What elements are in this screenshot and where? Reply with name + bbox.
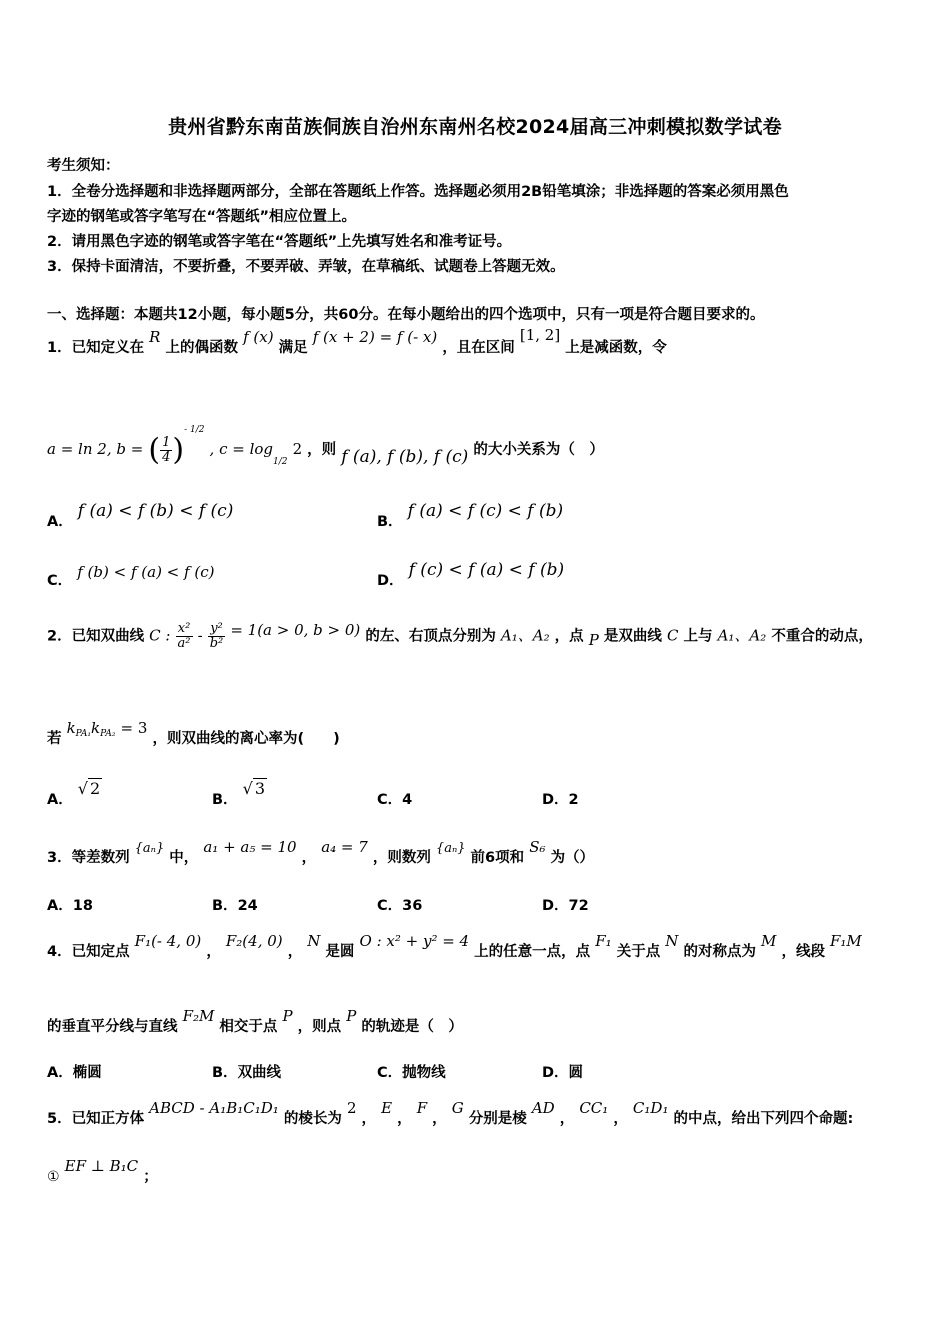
q5-point-f: F (416, 1099, 428, 1117)
notice-item-1: 1．全卷分选择题和非选择题两部分，全部在答题纸上作答。选择题必须用2B铅笔填涂；非选择题的答案必须用黑色 (47, 184, 789, 200)
q5-point-e: E (381, 1099, 393, 1117)
q1-option-c-label: C． (47, 573, 73, 589)
q2-option-d[interactable] (542, 788, 579, 809)
q2-option-d-text: 2 (568, 792, 579, 808)
q2-text-1: 2．已知双曲线 (47, 628, 145, 645)
q4-line-f2m: F₂M (182, 1007, 215, 1025)
q1-option-d[interactable] (377, 559, 565, 589)
q4-point-p-2: P (346, 1007, 357, 1025)
q4-text-2: ， (206, 944, 221, 960)
q2-text-7: 若 (47, 731, 62, 747)
q4-text-3: 是圆 (325, 944, 355, 960)
q4-option-d-text: 圆 (568, 1065, 584, 1081)
q1-option-d-text: f (c) < f (a) < f (b) (408, 560, 565, 580)
q4-option-a[interactable] (47, 1061, 102, 1082)
q1-text-5: 上是减函数，令 (565, 340, 667, 356)
q1-option-c-text: f (b) < f (a) < f (c) (77, 563, 215, 581)
q1-c-def: , c = log (209, 440, 274, 458)
q5-length: 2 (346, 1099, 357, 1117)
q4-text-8: 的垂直平分线与直线 (47, 1019, 178, 1035)
q2-option-b[interactable] (212, 778, 267, 808)
q4-option-d-label: D． (542, 1065, 569, 1081)
q4-circle: O : x² + y² = 4 (359, 932, 470, 950)
q1-text-2: 上的偶函数 (165, 340, 239, 356)
q1-option-b-label: B． (377, 514, 403, 530)
q2-option-a-text: 2 (90, 779, 101, 798)
q4-option-c[interactable] (377, 1061, 446, 1082)
q2-option-a-label: A． (47, 792, 73, 808)
q3-text-5: 前6项和 (470, 850, 525, 866)
q5-proposition-1-number: ① (47, 1169, 60, 1185)
q4-text-6: 的对称点为 (683, 944, 756, 960)
q1-option-a[interactable] (47, 500, 234, 530)
q2-fraction-x (176, 622, 193, 651)
q4-text-10: ，则点 (297, 1019, 342, 1035)
q4-point-m: M (761, 932, 777, 950)
q3-option-c-text: 36 (402, 898, 423, 914)
q5-point-g: G (451, 1099, 464, 1117)
question-4-stem (47, 930, 862, 960)
notice-item-3: 3．保持卡面清洁，不要折叠，不要弄破、弄皱，在草稿纸、试题卷上答题无效。 (47, 259, 565, 275)
q4-option-b-text: 双曲线 (237, 1065, 282, 1081)
q2-y2: y² (208, 622, 226, 637)
q2-slope-1-sub: PA₁ (75, 729, 91, 739)
q2-c: C (666, 626, 679, 645)
q4-f1-short: F₁ (595, 932, 612, 950)
q3-option-d[interactable] (542, 894, 589, 915)
q4-option-d[interactable] (542, 1061, 583, 1082)
q1-option-a-text: f (a) < f (b) < f (c) (77, 501, 234, 521)
q4-point-p: P (282, 1007, 293, 1025)
q4-option-a-label: A． (47, 1065, 73, 1081)
q4-segment-f1m: F₁M (830, 932, 862, 950)
q3-text-3: ， (301, 850, 317, 866)
q1-interval: [1, 2] (519, 326, 561, 344)
q5-text-3b: ， (397, 1111, 412, 1127)
q1-option-b[interactable] (377, 500, 564, 530)
q5-edge-cc1: CC₁ (579, 1099, 609, 1117)
q3-option-c[interactable] (377, 894, 422, 915)
q3-option-d-text: 72 (568, 898, 589, 914)
q4-option-c-text: 抛物线 (402, 1065, 446, 1081)
q2-b2: b² (209, 636, 224, 651)
q2-text-6: 不重合的动点， (771, 628, 873, 645)
q1-text-7: 的大小关系为（ ） (473, 442, 604, 458)
q2-minus: - (197, 626, 203, 645)
q5-text-5: 的中点，给出下列四个命题: (673, 1111, 854, 1127)
q1-fabc: f (a), f (b), f (c) (341, 447, 469, 467)
q2-text-8: ，则双曲线的离心率为( ) (152, 731, 340, 747)
q1-text-6: ，则 (307, 442, 337, 458)
q3-option-b[interactable] (212, 894, 258, 915)
q3-option-a-text: 18 (72, 898, 93, 914)
q1-option-a-label: A． (47, 514, 73, 530)
q2-curve-c: C : (149, 626, 171, 645)
q2-text-2: 的左、右顶点分别为 (365, 628, 496, 645)
q4-text-9: 相交于点 (219, 1019, 278, 1035)
q1-option-d-label: D． (377, 573, 404, 589)
q1-text-1: 1．已知定义在 (47, 340, 145, 356)
question-3-stem (47, 836, 595, 866)
q2-equation: = 1(a > 0, b > 0) (230, 620, 361, 639)
q2-vertices: A₁、A₂ (500, 626, 550, 645)
q1-text-4: ，且在区间 (442, 340, 515, 356)
q2-a2: a² (177, 636, 191, 651)
q2-option-c-label: C． (377, 792, 403, 808)
q2-option-b-sqrt: √ 3 (242, 779, 266, 798)
q2-point-p: P (588, 630, 599, 649)
q2-slope-1: k (66, 719, 76, 737)
q5-edge-c1d1: C₁D₁ (632, 1099, 669, 1117)
q4-point-n-2: N (665, 932, 679, 950)
q1-symbol-R: R (149, 328, 161, 346)
notice-item-2: 2．请用黑色字迹的钢笔或答字笔在“答题纸”上先填写姓名和准考证号。 (47, 234, 512, 250)
q2-option-a[interactable] (47, 778, 102, 808)
q1-log-base: 1/2 (273, 457, 288, 467)
q3-option-a-label: A． (47, 898, 73, 914)
q2-option-c-text: 4 (402, 792, 413, 808)
q2-slope-eq: = 3 (120, 719, 148, 737)
q1-option-c[interactable] (47, 561, 215, 589)
question-1-definitions (47, 425, 604, 468)
q4-text-11: 的轨迹是（ ） (361, 1019, 463, 1035)
notice-heading: 考生须知： (47, 158, 120, 174)
q1-text-3: 满足 (278, 340, 308, 356)
q3-text-6: 为（） (550, 850, 595, 866)
q5-edge-ad: AD (531, 1099, 555, 1117)
q5-proposition-1 (47, 1155, 158, 1185)
q5-text-1: 5．已知正方体 (47, 1111, 145, 1127)
q2-option-a-sqrt: √ 2 (77, 779, 101, 798)
q3-condition-1: a₁ + a₅ = 10 (203, 838, 297, 856)
q4-text-5: 关于点 (616, 944, 661, 960)
q1-ab-def: a = ln 2, b = (47, 440, 144, 458)
question-1-stem (47, 326, 667, 357)
q4-text-2b: ， (287, 944, 303, 960)
question-5-stem (47, 1097, 854, 1127)
q4-point-n: N (307, 932, 321, 950)
q4-point-f2: F₂(4, 0) (225, 932, 283, 950)
q5-text-3e: ， (613, 1111, 628, 1127)
q2-text-4: 是双曲线 (603, 628, 662, 645)
q3-sum: S₆ (529, 838, 546, 856)
q4-point-f1: F₁(- 4, 0) (134, 932, 202, 950)
q2-option-d-label: D． (542, 792, 569, 808)
q1-paren-left: ( (148, 432, 161, 468)
q1-condition: f (x + 2) = f (- x) (312, 328, 438, 346)
q3-option-b-label: B． (212, 898, 238, 914)
q2-option-b-label: B． (212, 792, 238, 808)
q3-text-2: 中， (169, 850, 199, 866)
q3-sequence-2: {aₙ} (435, 841, 466, 856)
q1-fraction-den: 4 (162, 449, 171, 465)
q2-slope-2-sub: PA₂ (100, 729, 116, 739)
question-2-stem-cont (47, 717, 340, 747)
q2-text-3: ，点 (554, 628, 584, 645)
q1-fx: f (x) (243, 328, 274, 346)
q2-x2: x² (176, 622, 193, 637)
q2-text-5: 上与 (683, 628, 713, 645)
question-4-stem-cont (47, 1005, 463, 1035)
q3-option-a[interactable] (47, 894, 93, 915)
page-title: 贵州省黔东南苗族侗族自治州东南州名校2024届高三冲刺模拟数学试卷 (168, 116, 782, 138)
question-2-stem (47, 622, 873, 651)
notice-item-1-cont: 字迹的钢笔或答字笔写在“答题纸”相应位置上。 (47, 209, 357, 225)
q4-text-1: 4．已知定点 (47, 944, 130, 960)
q3-condition-2: a₄ = 7 (321, 838, 368, 856)
q2-slope-2: k (91, 719, 101, 737)
q1-option-b-text: f (a) < f (c) < f (b) (407, 501, 564, 521)
q5-proposition-1-end: ； (143, 1169, 158, 1185)
q5-proposition-1-text: EF ⊥ B₁C (64, 1157, 139, 1175)
q5-text-4: 分别是棱 (468, 1111, 527, 1127)
q1-exponent: - 1/2 (184, 425, 205, 435)
q2-option-b-text: 3 (254, 779, 266, 798)
q2-vertices-2: A₁、A₂ (717, 626, 767, 645)
q3-option-d-label: D． (542, 898, 569, 914)
q2-fraction-y (208, 622, 226, 651)
q3-text-4: ，则数列 (372, 850, 431, 866)
q5-text-3: ， (361, 1111, 377, 1127)
q1-log-arg: 2 (292, 440, 303, 458)
q1-fraction-num: 1 (162, 434, 171, 450)
q3-text-1: 3．等差数列 (47, 850, 130, 866)
q4-option-c-label: C． (377, 1065, 403, 1081)
q5-text-3d: ， (559, 1111, 575, 1127)
q1-fraction (160, 436, 172, 465)
q3-option-c-label: C． (377, 898, 403, 914)
q4-option-a-text: 椭圆 (72, 1065, 102, 1081)
q4-option-b-label: B． (212, 1065, 238, 1081)
q3-option-b-text: 24 (237, 898, 258, 914)
q4-option-b[interactable] (212, 1061, 281, 1082)
q5-cube: ABCD - A₁B₁C₁D₁ (149, 1099, 279, 1117)
q5-text-3c: ， (432, 1111, 447, 1127)
q3-sequence: {aₙ} (134, 841, 165, 856)
q1-paren-right: ) (172, 432, 185, 468)
q4-text-7: ，线段 (781, 944, 825, 960)
q2-option-c[interactable] (377, 788, 412, 809)
q4-text-4: 上的任意一点，点 (474, 944, 591, 960)
q5-text-2: 的棱长为 (283, 1111, 342, 1127)
section-heading: 一、选择题：本题共12小题，每小题5分，共60分。在每小题给出的四个选项中，只有一项是符合题目要求的。 (47, 307, 765, 323)
